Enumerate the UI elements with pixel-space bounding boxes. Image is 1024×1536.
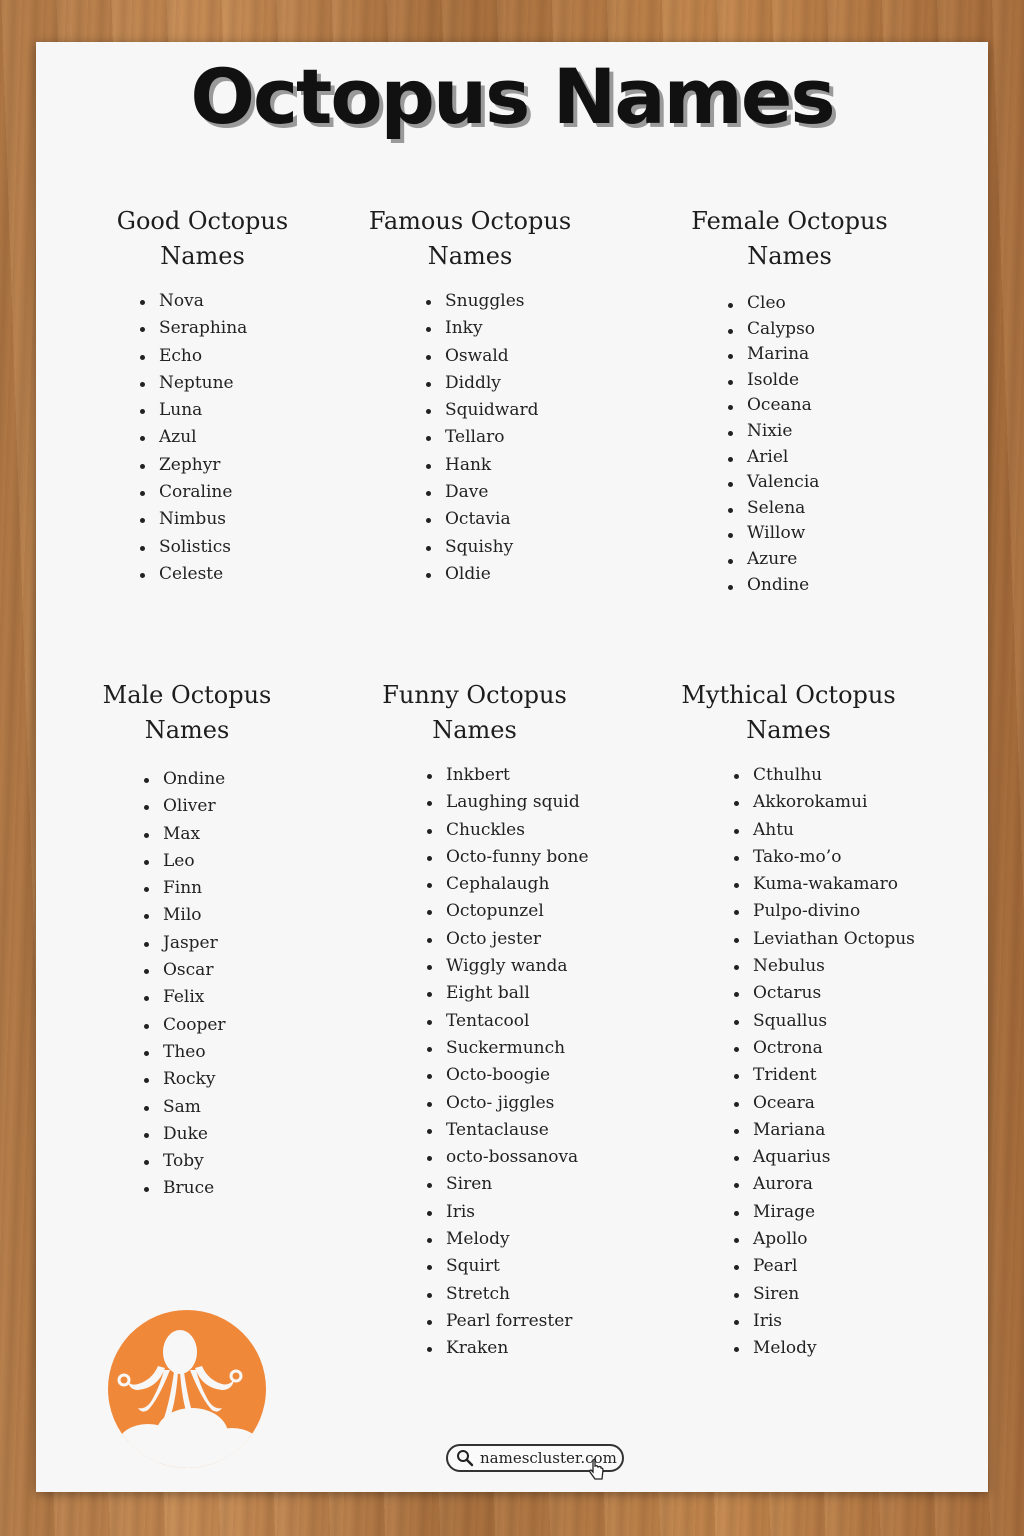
octopus-icon [108, 1310, 266, 1468]
list-item: Tentacool [424, 1008, 577, 1035]
list-item: Aquarius [731, 1144, 901, 1171]
name-list [141, 766, 282, 1203]
list-item: Octo-boogie [424, 1062, 577, 1089]
column-female-names [682, 204, 897, 598]
heading-line2: Names [427, 242, 513, 270]
list-item: Neptune [137, 370, 305, 397]
list-item: Snuggles [423, 288, 580, 315]
list-item: Melody [731, 1335, 901, 1362]
list-item: Diddly [423, 370, 580, 397]
list-item: Leo [141, 848, 282, 875]
list-item: Tentaclause [424, 1117, 577, 1144]
column-famous-names [360, 204, 580, 588]
list-item: Ondine [141, 766, 282, 793]
column-heading [676, 678, 901, 748]
heading-line1: Female Octopus [691, 207, 888, 235]
list-item: Cleo [725, 291, 897, 317]
list-item: Seraphina [137, 315, 305, 342]
list-item: Kuma-wakamaro [731, 871, 901, 898]
list-item: Tako-mo’o [731, 844, 901, 871]
list-item: Wiggly wanda [424, 953, 577, 980]
list-item: Bruce [141, 1175, 282, 1202]
name-list [731, 762, 915, 1363]
list-item: Oscar [141, 957, 282, 984]
column-mythical-names [676, 678, 915, 1363]
list-item: Ahtu [731, 817, 901, 844]
heading-line1: Male Octopus [102, 681, 272, 709]
list-item: Cephalaugh [424, 871, 577, 898]
list-item: Octarus [731, 980, 901, 1007]
list-item: Oswald [423, 343, 580, 370]
list-item: Melody [424, 1226, 577, 1253]
name-list [423, 288, 580, 588]
list-item: Theo [141, 1039, 282, 1066]
list-item: Inkbert [424, 762, 577, 789]
list-item: Mirage [731, 1199, 901, 1226]
list-item: Echo [137, 343, 305, 370]
heading-line2: Names [747, 242, 832, 270]
list-item: Nimbus [137, 506, 305, 533]
list-item: Oceara [731, 1090, 901, 1117]
list-item: Aurora [731, 1171, 901, 1198]
name-list [725, 291, 897, 598]
list-item: Octopunzel [424, 898, 577, 925]
list-item: Dave [423, 479, 580, 506]
list-item: Hank [423, 452, 580, 479]
list-item: Chuckles [424, 817, 577, 844]
list-item: Pearl [731, 1253, 901, 1280]
list-item: Ondine [725, 573, 897, 599]
list-item: Siren [424, 1171, 577, 1198]
cursor-hand-icon [588, 1458, 606, 1482]
heading-line2: Names [746, 716, 831, 744]
list-item: Squidward [423, 397, 580, 424]
list-item: Nebulus [731, 953, 901, 980]
list-item: Nixie [725, 419, 897, 445]
list-item: Siren [731, 1281, 901, 1308]
page-title: Octopus Names [190, 52, 834, 141]
list-item: Max [141, 821, 282, 848]
list-item: Rocky [141, 1066, 282, 1093]
heading-line2: Names [160, 242, 245, 270]
heading-line2: Names [144, 716, 230, 744]
list-item: Akkorokamui [731, 789, 901, 816]
list-item: Inky [423, 315, 580, 342]
heading-line1: Good Octopus [116, 207, 289, 235]
list-item: Octo-funny bone [424, 844, 577, 871]
name-list [137, 288, 305, 588]
list-item: Luna [137, 397, 305, 424]
list-item: Calypso [725, 317, 897, 343]
list-item: Iris [424, 1199, 577, 1226]
list-item: Leviathan Octopus [731, 926, 901, 953]
column-heading [360, 204, 580, 274]
list-item: Pearl forrester [424, 1308, 577, 1335]
list-item: Duke [141, 1121, 282, 1148]
list-item: Octo- jiggles [424, 1090, 577, 1117]
list-item: Suckermunch [424, 1035, 577, 1062]
heading-line1: Mythical Octopus [681, 681, 896, 709]
column-heading [100, 204, 305, 274]
list-item: Azure [725, 547, 897, 573]
list-item: Eight ball [424, 980, 577, 1007]
column-heading [682, 204, 897, 274]
heading-line2: Names [432, 716, 517, 744]
list-item: Octrona [731, 1035, 901, 1062]
list-item: Oliver [141, 793, 282, 820]
list-item: Zephyr [137, 452, 305, 479]
list-item: Stretch [424, 1281, 577, 1308]
list-item: Selena [725, 496, 897, 522]
list-item: Iris [731, 1308, 901, 1335]
column-good-names [100, 204, 305, 588]
list-item: octo-bossanova [424, 1144, 577, 1171]
list-item: Finn [141, 875, 282, 902]
list-item: Cooper [141, 1012, 282, 1039]
list-item: Squirt [424, 1253, 577, 1280]
list-item: Apollo [731, 1226, 901, 1253]
list-item: Solistics [137, 534, 305, 561]
list-item: Squallus [731, 1008, 901, 1035]
list-item: Marina [725, 342, 897, 368]
list-item: Coraline [137, 479, 305, 506]
heading-line1: Famous Octopus [368, 207, 572, 235]
list-item: Nova [137, 288, 305, 315]
list-item: Oldie [423, 561, 580, 588]
list-item: Laughing squid [424, 789, 577, 816]
list-item: Tellaro [423, 424, 580, 451]
list-item: Celeste [137, 561, 305, 588]
name-list [424, 762, 589, 1363]
list-item: Willow [725, 521, 897, 547]
list-item: Isolde [725, 368, 897, 394]
list-item: Kraken [424, 1335, 577, 1362]
list-item: Milo [141, 902, 282, 929]
list-item: Valencia [725, 470, 897, 496]
list-item: Squishy [423, 534, 580, 561]
column-heading [372, 678, 577, 748]
list-item: Cthulhu [731, 762, 901, 789]
list-item: Trident [731, 1062, 901, 1089]
column-male-names [92, 678, 282, 1203]
list-item: Ariel [725, 445, 897, 471]
list-item: Jasper [141, 930, 282, 957]
column-heading [92, 678, 282, 748]
list-item: Mariana [731, 1117, 901, 1144]
column-funny-names [372, 678, 589, 1363]
website-url: namescluster.com [480, 1449, 617, 1467]
list-item: Pulpo-divino [731, 898, 901, 925]
list-item: Toby [141, 1148, 282, 1175]
list-item: Oceana [725, 393, 897, 419]
search-icon [456, 1449, 474, 1467]
heading-line1: Funny Octopus [382, 681, 567, 709]
list-item: Sam [141, 1094, 282, 1121]
list-item: Octavia [423, 506, 580, 533]
list-item: Azul [137, 424, 305, 451]
list-item: Felix [141, 984, 282, 1011]
list-item: Octo jester [424, 926, 577, 953]
